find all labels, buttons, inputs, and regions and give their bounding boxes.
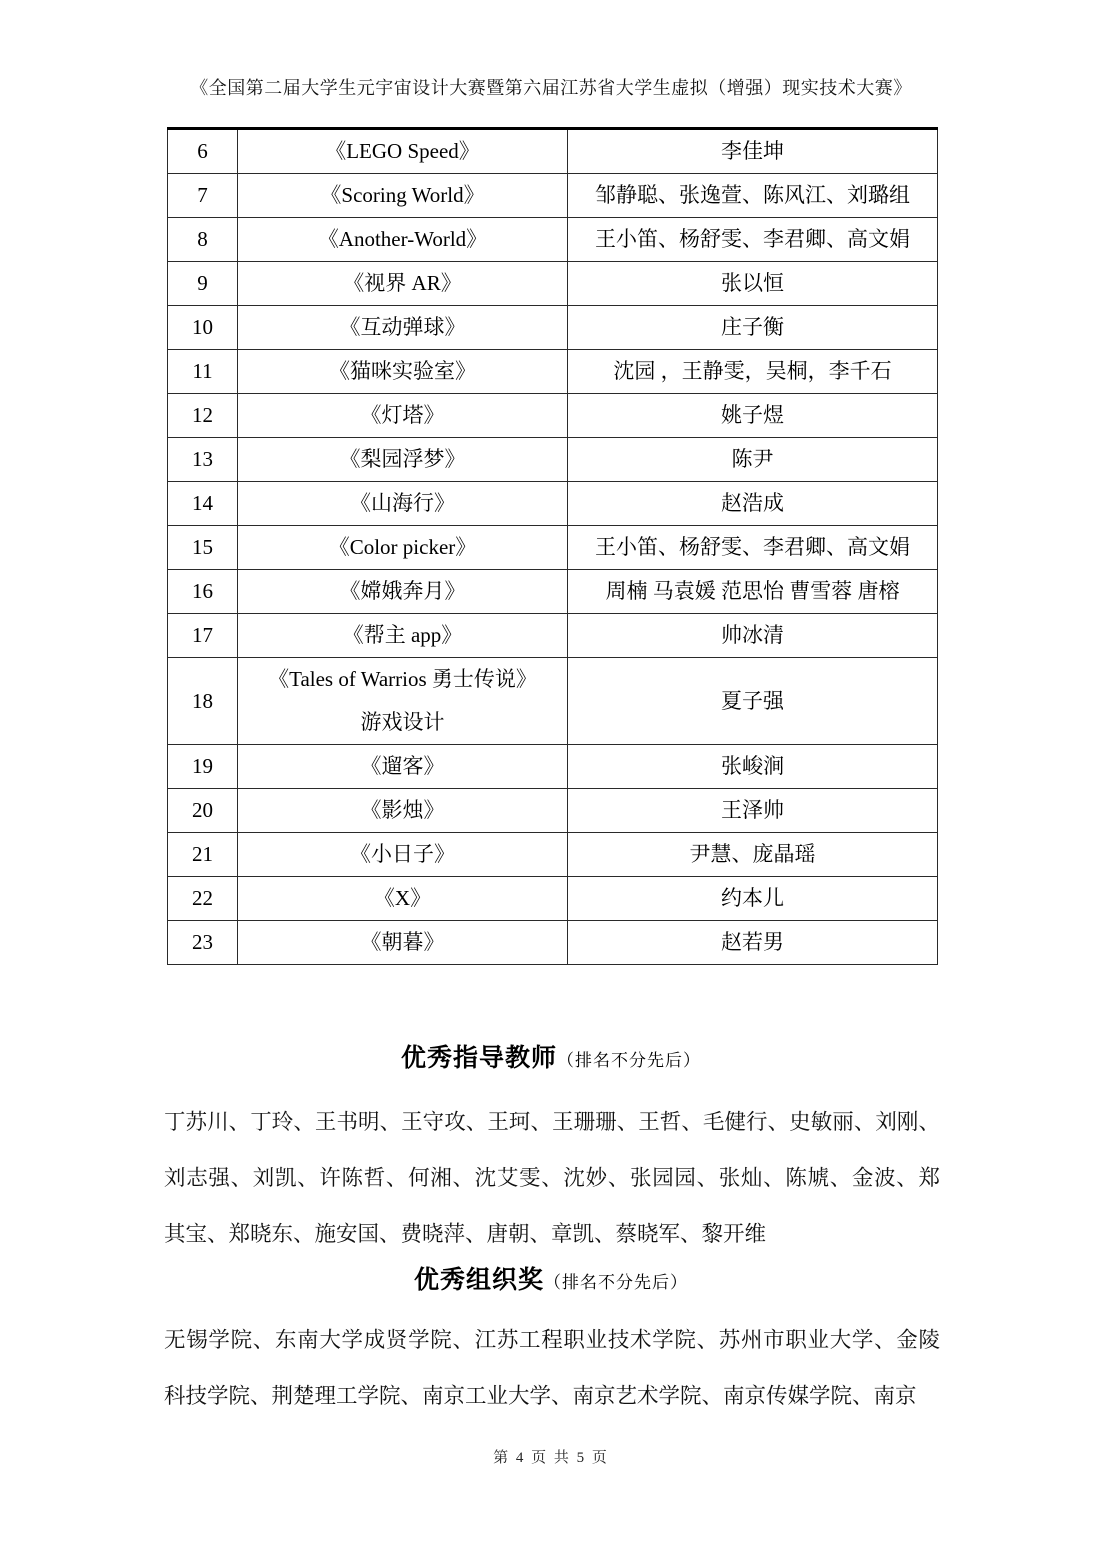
cell-work-title bbox=[238, 438, 568, 482]
cell-row-number: 8 bbox=[168, 218, 238, 262]
cell-authors: 沈园 ，王静雯，吴桐，李千石 bbox=[568, 350, 938, 394]
work-title-line: 《互动弹球》 bbox=[339, 315, 466, 339]
cell-row-number: 14 bbox=[168, 482, 238, 526]
paragraph-line: 科技学院、荆楚理工学院、南京工业大学、南京艺术学院、南京传媒学院、南京 bbox=[164, 1384, 917, 1408]
work-title-line: 《梨园浮梦》 bbox=[339, 447, 466, 471]
table-row bbox=[168, 745, 938, 789]
cell-authors: 约本儿 bbox=[568, 877, 938, 921]
cell-row-number: 16 bbox=[168, 570, 238, 614]
work-title-line: 《LEGO Speed》 bbox=[325, 139, 480, 163]
section-note: （排名不分先后） bbox=[557, 1051, 701, 1070]
work-title-line: 《朝暮》 bbox=[360, 930, 445, 954]
table-row bbox=[168, 218, 938, 262]
cell-row-number: 17 bbox=[168, 614, 238, 658]
section-note: （排名不分先后） bbox=[544, 1273, 688, 1292]
cell-work-title bbox=[238, 394, 568, 438]
section-title: 优秀组织奖 bbox=[413, 1267, 544, 1294]
cell-row-number: 12 bbox=[168, 394, 238, 438]
work-title-line: 游戏设计 bbox=[360, 710, 445, 734]
cell-work-title bbox=[238, 262, 568, 306]
cell-row-number: 6 bbox=[168, 129, 238, 174]
cell-authors: 帅冰清 bbox=[568, 614, 938, 658]
cell-authors: 庄子衡 bbox=[568, 306, 938, 350]
cell-authors: 尹慧、庞晶瑶 bbox=[568, 833, 938, 877]
paragraph-line: 其宝、郑晓东、施安国、费晓萍、唐朝、章凯、蔡晓军、黎开维 bbox=[164, 1222, 767, 1246]
cell-authors: 赵浩成 bbox=[568, 482, 938, 526]
paragraph-line: 刘志强、刘凯、许陈哲、何湘、沈艾雯、沈妙、张园园、张灿、陈虓、金波、郑 bbox=[164, 1166, 940, 1190]
table-row bbox=[168, 526, 938, 570]
work-title-line: 《小日子》 bbox=[350, 842, 455, 866]
work-title-line: 《灯塔》 bbox=[360, 403, 445, 427]
work-title-line: 《视界 AR》 bbox=[343, 271, 462, 295]
cell-authors: 邹静聪、张逸萱、陈风江、刘璐组 bbox=[568, 174, 938, 218]
page-number-footer: 第 4 页 共 5 页 bbox=[493, 1450, 609, 1466]
work-title-line: 《Another-World》 bbox=[317, 227, 488, 251]
table-row bbox=[168, 482, 938, 526]
document-header-title: 《全国第二届大学生元宇宙设计大赛暨第六届江苏省大学生虚拟（增强）现实技术大赛》 bbox=[190, 78, 912, 98]
cell-work-title bbox=[238, 921, 568, 965]
work-title-line: 《猫咪实验室》 bbox=[329, 359, 476, 383]
cell-work-title bbox=[238, 877, 568, 921]
table-row bbox=[168, 614, 938, 658]
cell-work-title bbox=[238, 789, 568, 833]
cell-row-number: 21 bbox=[168, 833, 238, 877]
work-title-line: 《Scoring World》 bbox=[320, 183, 485, 207]
table-row bbox=[168, 570, 938, 614]
work-title-line: 《X》 bbox=[373, 886, 432, 910]
cell-row-number: 9 bbox=[168, 262, 238, 306]
cell-authors: 张以恒 bbox=[568, 262, 938, 306]
cell-row-number: 18 bbox=[168, 658, 238, 745]
table-row bbox=[168, 789, 938, 833]
work-title-line: 《嫦娥奔月》 bbox=[339, 579, 466, 603]
cell-work-title bbox=[238, 306, 568, 350]
cell-work-title bbox=[238, 174, 568, 218]
cell-row-number: 20 bbox=[168, 789, 238, 833]
section-heading-organizations bbox=[0, 1260, 1102, 1296]
table-row bbox=[168, 129, 938, 174]
table-row bbox=[168, 438, 938, 482]
table-row bbox=[168, 262, 938, 306]
cell-authors: 周楠 马袁媛 范思怡 曹雪蓉 唐榕 bbox=[568, 570, 938, 614]
cell-work-title bbox=[238, 482, 568, 526]
table-row bbox=[168, 306, 938, 350]
cell-work-title bbox=[238, 614, 568, 658]
cell-authors: 王泽帅 bbox=[568, 789, 938, 833]
cell-row-number: 19 bbox=[168, 745, 238, 789]
cell-authors: 夏子强 bbox=[568, 658, 938, 745]
cell-work-title bbox=[238, 350, 568, 394]
table-row bbox=[168, 877, 938, 921]
cell-row-number: 13 bbox=[168, 438, 238, 482]
table-row bbox=[168, 833, 938, 877]
cell-row-number: 22 bbox=[168, 877, 238, 921]
table-row bbox=[168, 658, 938, 745]
section-heading-advisors bbox=[0, 1038, 1102, 1074]
paragraph-line: 无锡学院、东南大学成贤学院、江苏工程职业技术学院、苏州市职业大学、金陵 bbox=[164, 1328, 940, 1352]
cell-row-number: 11 bbox=[168, 350, 238, 394]
cell-authors: 李佳坤 bbox=[568, 129, 938, 174]
cell-work-title bbox=[238, 570, 568, 614]
organizations-name-list bbox=[164, 1312, 940, 1424]
paragraph-line: 丁苏川、丁玲、王书明、王守攻、王珂、王珊珊、王哲、毛健行、史敏丽、刘刚、 bbox=[164, 1110, 940, 1134]
work-title-line: 《Color picker》 bbox=[328, 535, 477, 559]
table-row bbox=[168, 394, 938, 438]
cell-row-number: 23 bbox=[168, 921, 238, 965]
cell-authors: 王小笛、杨舒雯、李君卿、高文娟 bbox=[568, 526, 938, 570]
cell-work-title bbox=[238, 129, 568, 174]
cell-row-number: 10 bbox=[168, 306, 238, 350]
award-table-body bbox=[168, 129, 938, 965]
cell-work-title bbox=[238, 526, 568, 570]
work-title-line: 《山海行》 bbox=[350, 491, 455, 515]
cell-work-title bbox=[238, 745, 568, 789]
section-title: 优秀指导教师 bbox=[400, 1045, 557, 1072]
cell-authors: 陈尹 bbox=[568, 438, 938, 482]
work-title-line: 《Tales of Warrios 勇士传说》 bbox=[268, 667, 537, 691]
table-row bbox=[168, 350, 938, 394]
cell-work-title bbox=[238, 658, 568, 745]
cell-authors: 姚子煜 bbox=[568, 394, 938, 438]
work-title-line: 《影烛》 bbox=[360, 798, 445, 822]
cell-row-number: 7 bbox=[168, 174, 238, 218]
cell-authors: 王小笛、杨舒雯、李君卿、高文娟 bbox=[568, 218, 938, 262]
cell-row-number: 15 bbox=[168, 526, 238, 570]
table-row bbox=[168, 921, 938, 965]
cell-authors: 赵若男 bbox=[568, 921, 938, 965]
award-table bbox=[167, 127, 938, 965]
work-title-line: 《帮主 app》 bbox=[342, 623, 463, 647]
advisors-name-list bbox=[164, 1094, 940, 1262]
table-row bbox=[168, 174, 938, 218]
cell-authors: 张峻涧 bbox=[568, 745, 938, 789]
cell-work-title bbox=[238, 218, 568, 262]
cell-work-title bbox=[238, 833, 568, 877]
work-title-line: 《遛客》 bbox=[360, 754, 445, 778]
